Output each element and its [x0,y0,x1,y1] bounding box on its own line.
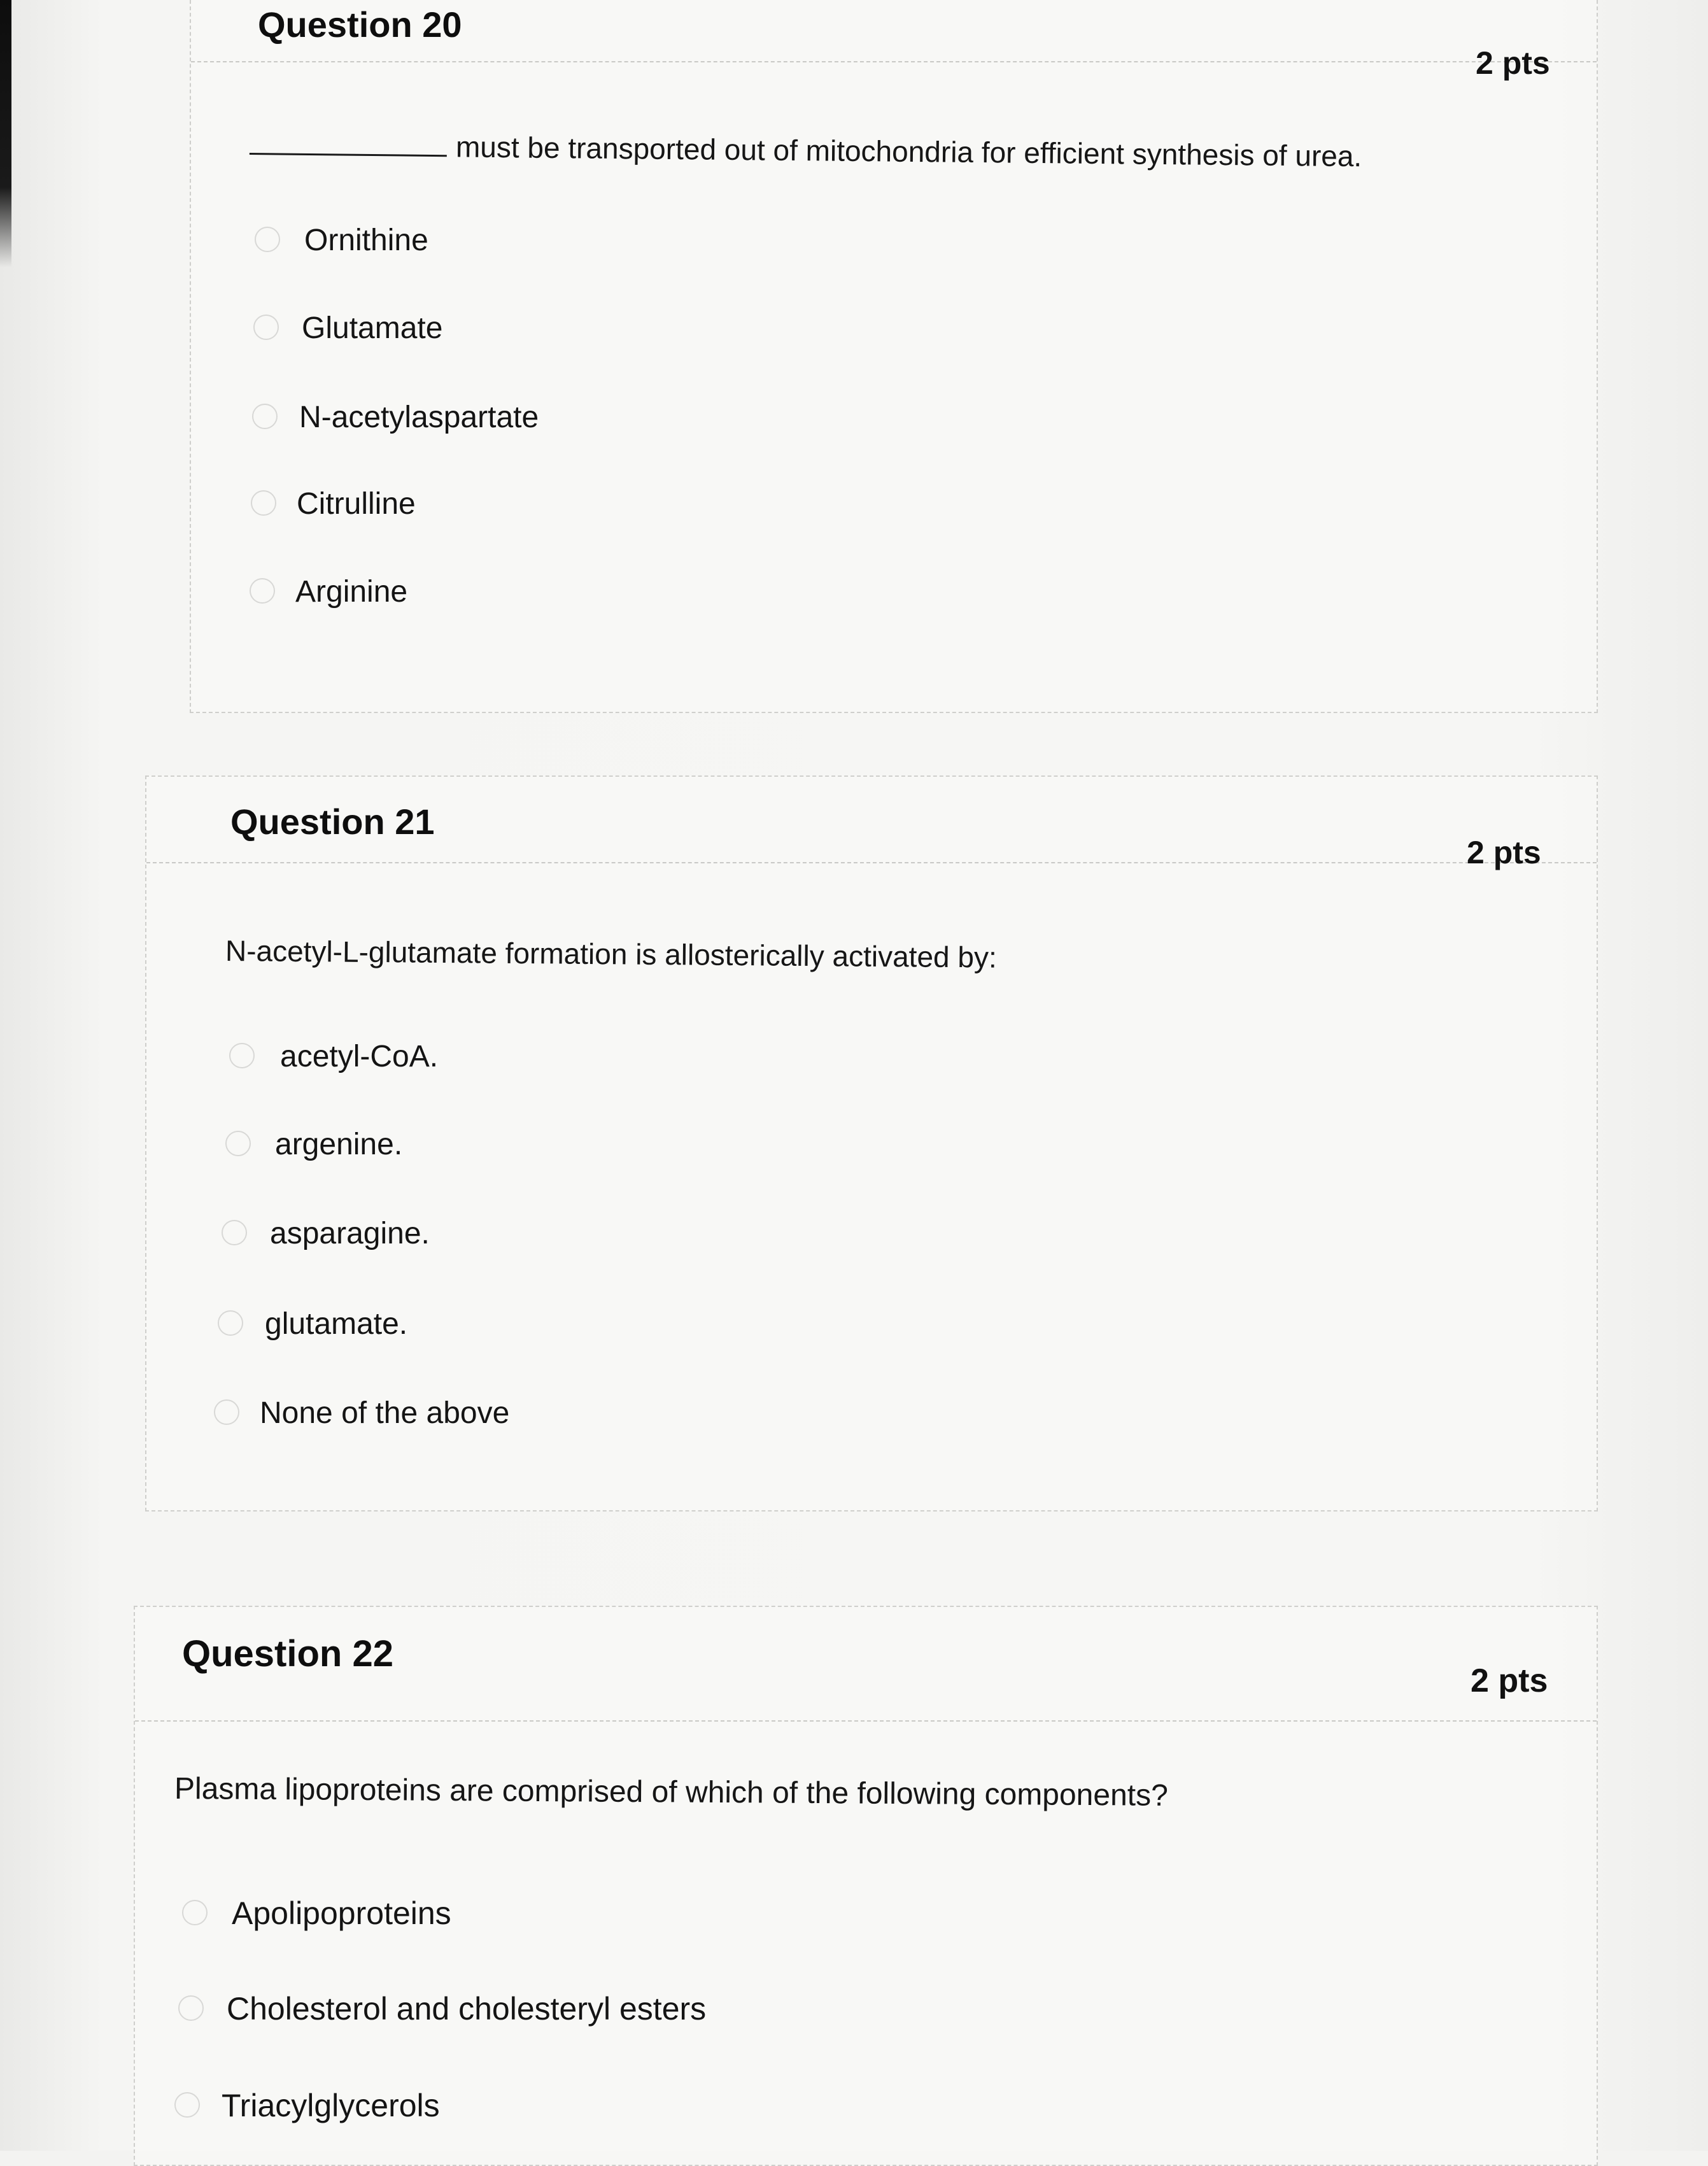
option-label: None of the above [260,1396,510,1430]
radio-button[interactable] [222,1220,247,1245]
option-label: Cholesterol and cholesteryl esters [227,1991,707,2027]
question-22-prompt: Plasma lipoproteins are comprised of which of the following components? [174,1772,1168,1813]
option-label: glutamate. [265,1307,408,1341]
radio-button[interactable] [252,404,278,429]
question-21-prompt: N-acetyl-L-glutamate formation is allosterically activated by: [225,934,997,974]
radio-button[interactable] [255,227,280,252]
option-label: Citrulline [297,487,416,521]
radio-button[interactable] [225,1131,251,1156]
option-label: Triacylglycerols [222,2088,440,2123]
radio-button[interactable] [182,1900,208,1925]
radio-button[interactable] [229,1043,255,1068]
page-edge-shadow [0,0,11,267]
radio-button[interactable] [214,1399,239,1425]
radio-button[interactable] [218,1310,243,1336]
option-label: N-acetylaspartate [299,400,539,434]
radio-button[interactable] [174,2092,200,2118]
question-21-points: 2 pts [1467,835,1541,870]
question-20-prompt-text: must be transported out of mitochondria for efficient synthesis of urea. [455,130,1362,173]
option-label: Apolipoproteins [232,1895,451,1931]
question-20-title: Question 20 [258,4,462,45]
radio-button[interactable] [178,1995,204,2021]
question-20-points: 2 pts [1476,45,1550,81]
question-22-points: 2 pts [1471,1662,1548,1699]
option-label: Arginine [295,575,408,609]
option-label: acetyl-CoA. [280,1040,439,1073]
fill-in-blank [250,153,447,157]
question-21-title: Question 21 [230,802,435,842]
radio-button[interactable] [250,578,275,604]
radio-button[interactable] [251,490,276,516]
option-label: asparagine. [270,1217,430,1250]
option-label: Glutamate [302,311,443,345]
radio-button[interactable] [253,315,279,340]
option-label: argenine. [275,1128,403,1161]
question-22-title: Question 22 [182,1633,393,1674]
question-22-card [134,1606,1598,2166]
option-label: Ornithine [304,223,428,257]
